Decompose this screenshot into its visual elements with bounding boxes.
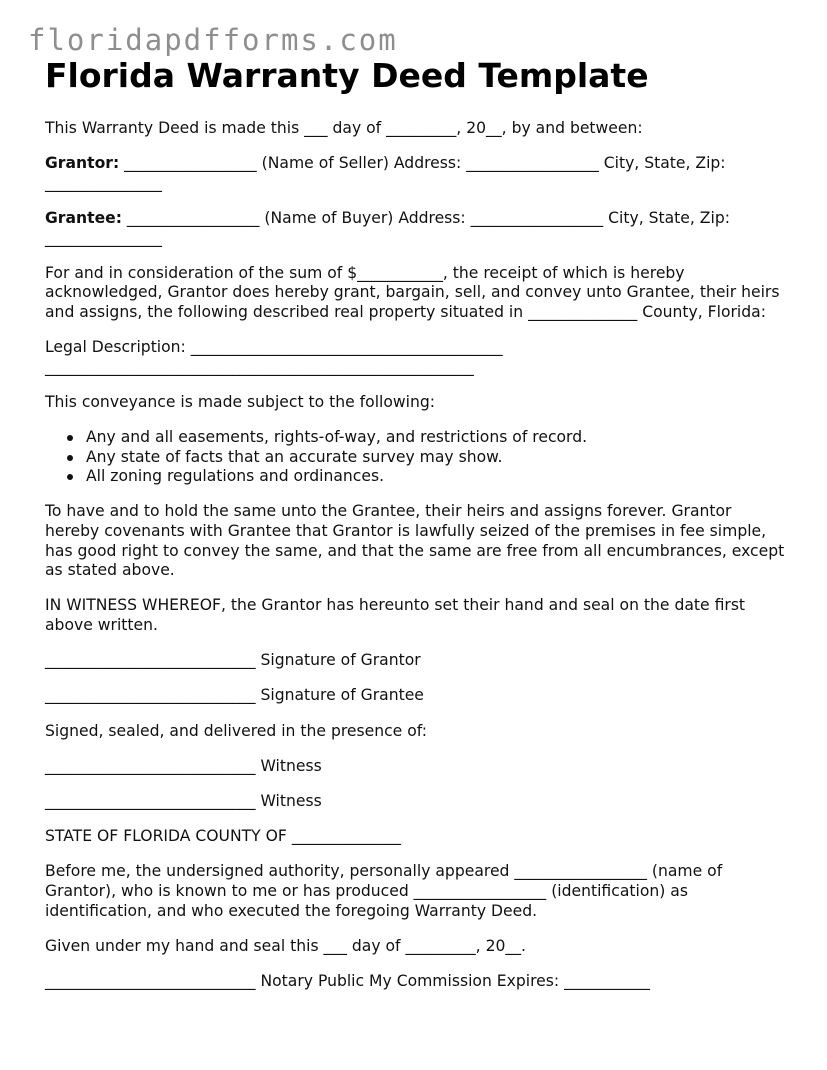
witness-line-1: ___________________________ Witness <box>45 756 322 775</box>
grantee-label: Grantee: <box>45 208 122 227</box>
grantee-paragraph <box>45 209 785 248</box>
habendum-paragraph: To have and to hold the same unto the Grantee, their heirs and assigns forever. Grantor hereby covenants with Grantee that Grantor is lawfully seized of the premises in fee simple, has good right to convey the same, and that the same are free from all encumbrances, except as stated above. <box>45 502 785 580</box>
list-item: Any and all easements, rights-of-way, and restrictions of record. <box>86 428 785 448</box>
legal-description <box>45 338 785 377</box>
page-title: Florida Warranty Deed Template <box>45 56 649 95</box>
signature-grantor-line: ___________________________ Signature of Grantor <box>45 651 421 670</box>
notary-line: ___________________________ Notary Public My Commission Expires: ___________ <box>45 971 650 990</box>
presence-statement: Signed, sealed, and delivered in the presence of: <box>45 721 427 740</box>
witness-clause: IN WITNESS WHEREOF, the Grantor has hereunto set their hand and seal on the date first above written. <box>45 596 746 635</box>
watermark: floridapdfforms.com <box>28 23 398 57</box>
legal-description-line-2: _______________________________________________________ <box>45 357 474 376</box>
deed-body <box>45 119 785 1007</box>
grantor-paragraph <box>45 154 785 193</box>
list-item: All zoning regulations and ordinances. <box>86 467 785 487</box>
legal-description-line-1: Legal Description: ________________________________________ <box>45 338 503 357</box>
grantor-fields: _________________ (Name of Seller) Address: _________________ City, State, Zip: _______________ <box>45 154 726 192</box>
grantor-label: Grantor: <box>45 154 120 173</box>
signature-grantee-line: ___________________________ Signature of Grantee <box>45 686 424 705</box>
subject-intro: This conveyance is made subject to the following: <box>45 392 436 411</box>
state-county-line: STATE OF FLORIDA COUNTY OF ______________ <box>45 827 401 846</box>
grantee-fields: _________________ (Name of Buyer) Address: _________________ City, State, Zip: _______________ <box>45 208 730 247</box>
given-line: Given under my hand and seal this ___ day of _________, 20__. <box>45 936 526 955</box>
consideration-paragraph: For and in consideration of the sum of $___________, the receipt of which is hereby acknowledged, Grantor does hereby grant, bargain, sell, and convey unto Grantee, their heirs and assigns, the following described real property situated in ______________ County, Florida: <box>45 263 780 321</box>
conditions-list <box>45 428 785 487</box>
witness-line-2: ___________________________ Witness <box>45 791 322 810</box>
list-item: Any state of facts that an accurate survey may show. <box>86 448 785 468</box>
acknowledgment-paragraph: Before me, the undersigned authority, personally appeared _________________ (name of Grantor), who is known to me or has produced _________________ (identification) as identification, and who executed the foregoing Warranty Deed. <box>45 862 723 920</box>
intro-paragraph: This Warranty Deed is made this ___ day of _________, 20__, by and between: <box>45 119 643 137</box>
